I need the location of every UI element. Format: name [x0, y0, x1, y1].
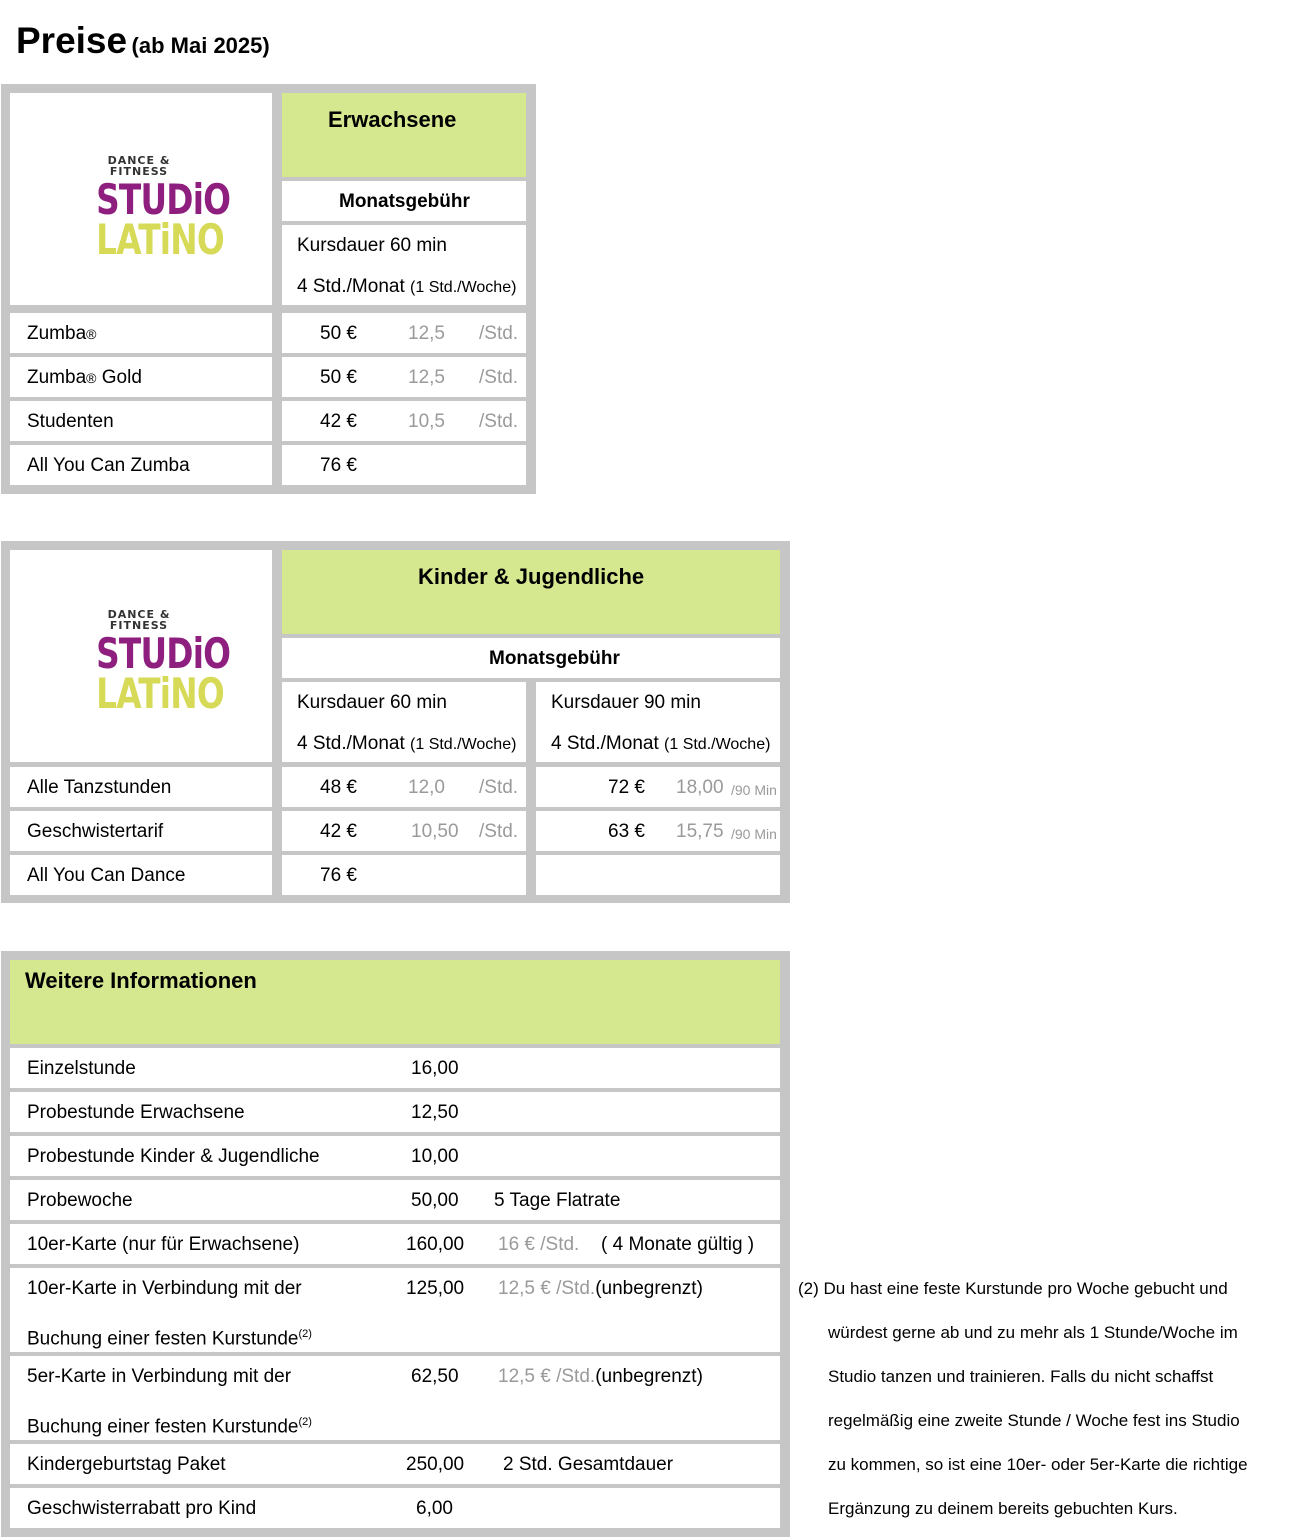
table-row-price90 [536, 855, 780, 895]
row-label: Zumba® Gold [27, 367, 142, 388]
table-row [10, 1488, 780, 1528]
price: 62,50 [411, 1366, 459, 1387]
price-per-hour: 10,5 [408, 411, 445, 432]
footnote-line: zu kommen, so ist eine 10er- oder 5er-Karte die richtige [828, 1455, 1248, 1474]
info-header: Weitere Informationen [25, 968, 257, 993]
kids-logo-cell [10, 550, 272, 762]
row-label: Alle Tanzstunden [27, 777, 172, 798]
row-label: 5er-Karte in Verbindung mit der [27, 1366, 292, 1387]
row-label: Probestunde Erwachsene [27, 1102, 245, 1123]
row-label-2: Buchung einer festen Kurstunde$^{(2)}$ [27, 1416, 312, 1438]
studio-latino-logo [84, 154, 231, 264]
kids-header-cell [282, 550, 780, 634]
row-label: Probestunde Kinder & Jugendliche [27, 1146, 320, 1167]
price-unit: /Std. [479, 777, 519, 798]
table-row-name [10, 313, 272, 353]
price: 16,00 [411, 1058, 459, 1079]
table-row-price60 [282, 811, 526, 851]
kids-col60-duration: Kursdauer 60 min [297, 692, 447, 713]
adults-hours-note: (1 Std./Woche) [410, 279, 517, 296]
price-per-hour: 16 € /Std. [498, 1234, 580, 1255]
footnote-line: Studio tanzen und trainieren. Falls du nicht schaffst [828, 1367, 1214, 1386]
price: 50 € [320, 323, 357, 344]
table-row-price [282, 357, 526, 397]
table-row-price60 [282, 855, 526, 895]
adults-hours-value: 4 Std./Monat [297, 276, 405, 297]
adults-header-cell [282, 93, 526, 177]
table-row-price [282, 401, 526, 441]
row-label: Einzelstunde [27, 1058, 136, 1079]
price: 6,00 [416, 1498, 453, 1519]
price-per-session: 18,00 [676, 777, 724, 798]
kids-fee-label: Monatsgebühr [489, 648, 620, 669]
price: 50 € [320, 367, 357, 388]
row-label: Geschwisterrabatt pro Kind [27, 1498, 257, 1519]
price: 160,00 [406, 1234, 465, 1255]
table-row-name [10, 767, 272, 807]
table-row [10, 1092, 780, 1132]
row-label: 10er-Karte in Verbindung mit der [27, 1278, 302, 1299]
page-title [16, 20, 270, 62]
footnote-line: Ergänzung zu deinem bereits gebuchten Kurs. [828, 1499, 1178, 1518]
price-unit: /90 Min [731, 826, 777, 842]
adults-fee-label: Monatsgebühr [339, 191, 470, 212]
logo-line-1: DANCE & FITNESS [107, 154, 171, 178]
table-row-price90 [536, 811, 780, 851]
row-extra: 12,5 € /Std.(unbegrenzt) [498, 1278, 703, 1299]
info-header-cell [10, 960, 780, 1044]
table-row-name [10, 357, 272, 397]
row-label: 10er-Karte (nur für Erwachsene) [27, 1234, 300, 1255]
footnote-line: (2) Du hast eine feste Kurstunde pro Woche gebucht und [798, 1279, 1228, 1298]
row-extra: 5 Tage Flatrate [494, 1190, 621, 1211]
price: 76 € [320, 865, 357, 886]
price-unit: /Std. [479, 411, 519, 432]
table-row-price [282, 313, 526, 353]
adults-hours [297, 276, 516, 299]
page-title-main: Preise [16, 20, 128, 61]
adults-logo-cell [10, 93, 272, 305]
adults-fee-cell [282, 181, 526, 221]
logo-line-3: LATiNO [96, 215, 224, 264]
page-title-date: (ab Mai 2025) [131, 33, 270, 58]
price: 48 € [320, 777, 357, 798]
studio-latino-logo: DANCE & FITNESS STUDiO LATiNO [96, 608, 231, 718]
price: 76 € [320, 455, 357, 476]
row-label-2: Buchung einer festen Kurstunde$^{(2)}$ [27, 1328, 312, 1350]
price: 72 € [608, 777, 645, 798]
price-per-hour: 12,5 [408, 323, 445, 344]
footnote-line: würdest gerne ab und zu mehr als 1 Stunde/Woche im [828, 1323, 1238, 1342]
table-row-price90 [536, 767, 780, 807]
kids-col90-hours: 4 Std./Monat (1 Std./Woche) [551, 733, 771, 754]
price-per-hour: 10,50 [411, 821, 459, 842]
table-row [10, 1180, 780, 1220]
price: 125,00 [406, 1278, 465, 1299]
kids-col60-hours: 4 Std./Monat (1 Std./Woche) [297, 733, 517, 754]
price: 63 € [608, 821, 645, 842]
table-row-name [10, 855, 272, 895]
table-row-price60 [282, 767, 526, 807]
adults-header: Erwachsene [328, 107, 457, 132]
row-label: Studenten [27, 411, 114, 432]
price: 42 € [320, 411, 357, 432]
price-per-hour: 12,5 [408, 367, 445, 388]
adults-duration: Kursdauer 60 min [297, 235, 447, 256]
row-label: Zumba® [27, 323, 97, 344]
table-row-name [10, 811, 272, 851]
kids-header: Kinder & Jugendliche [418, 564, 645, 589]
table-row [10, 1224, 780, 1264]
price-unit: /Std. [479, 367, 519, 388]
table-row-price [282, 445, 526, 485]
row-label: All You Can Zumba [27, 455, 190, 476]
price: 250,00 [406, 1454, 465, 1475]
kids-col60-cell [282, 682, 526, 762]
row-extra: 12,5 € /Std.(unbegrenzt) [498, 1366, 703, 1387]
table-row [10, 1048, 780, 1088]
table-row [10, 1268, 780, 1352]
table-row [10, 1356, 780, 1440]
price: 12,50 [411, 1102, 459, 1123]
price: 42 € [320, 821, 357, 842]
row-label: Probewoche [27, 1190, 133, 1211]
row-extra: 2 Std. Gesamtdauer [503, 1454, 674, 1475]
row-label: All You Can Dance [27, 865, 186, 886]
price-unit: /90 Min [731, 782, 777, 798]
price: 10,00 [411, 1146, 459, 1167]
price-unit: /Std. [479, 821, 519, 842]
kids-fee-cell [282, 638, 780, 678]
table-row [10, 1444, 780, 1484]
price-per-hour: 12,0 [408, 777, 445, 798]
kids-col90-cell [536, 682, 780, 762]
row-label: Geschwistertarif [27, 821, 164, 842]
table-row-name [10, 401, 272, 441]
footnote-line: regelmäßig eine zweite Stunde / Woche fest ins Studio [828, 1411, 1240, 1430]
price-unit: /Std. [479, 323, 519, 344]
kids-col90-duration: Kursdauer 90 min [551, 692, 701, 713]
adults-duration-cell [282, 225, 526, 305]
table-row-name [10, 445, 272, 485]
row-label: Kindergeburtstag Paket [27, 1454, 226, 1475]
price-per-session: 15,75 [676, 821, 724, 842]
row-extra: ( 4 Monate gültig ) [601, 1234, 755, 1255]
table-row [10, 1136, 780, 1176]
logo-line-2: STUDiO [96, 175, 231, 224]
price: 50,00 [411, 1190, 459, 1211]
